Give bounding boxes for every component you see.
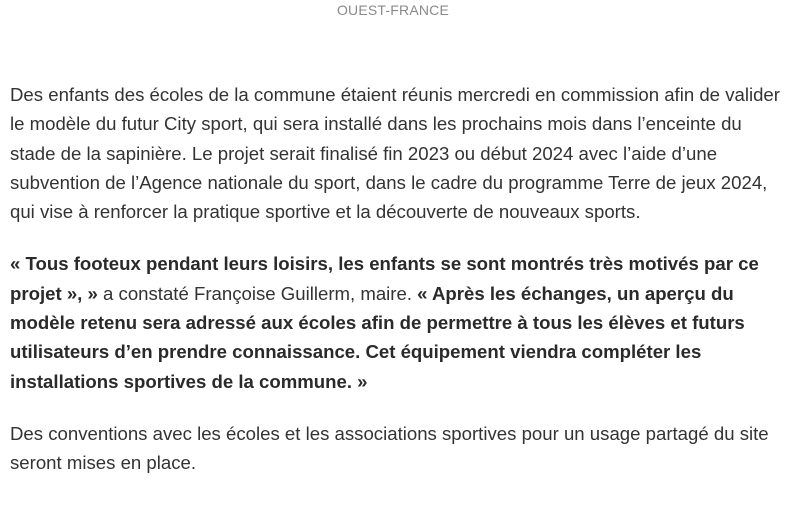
article-paragraph-quote xyxy=(10,249,780,395)
quote-part-2: « Après les échanges, un aperçu du modèle retenu sera adressé aux écoles afin de permettre à tous les élèves et futurs utilisateurs d’en prendre connaissance. Cet équipement viendra compléter les installations sportives de la commune. » xyxy=(10,282,745,392)
quote-part-1: « Tous footeux pendant leurs loisirs, les enfants se sont montrés très motivés par ce projet », » xyxy=(10,253,759,304)
quote-attribution: a constaté Françoise Guillerm, maire. xyxy=(97,282,418,304)
article-body xyxy=(10,80,780,501)
photo-credit: OUEST-FRANCE xyxy=(336,2,450,18)
article-paragraph-conventions: Des conventions avec les écoles et les associations sportives pour un usage partagé du site seront mises en place. xyxy=(10,422,769,474)
article-paragraph-intro: Des enfants des écoles de la commune étaient réunis mercredi en commission afin de valider le modèle du futur City sport, qui sera installé dans les prochains mois dans l’enceinte du stade de la sapinière. Le projet serait finalisé fin 2023 ou début 2024 avec l’aide d’une subvention de l’Agence nationale du sport, dans le cadre du programme Terre de jeux 2024, qui vise à renforcer la pratique sportive et la découverte de nouveaux sports. xyxy=(10,84,780,223)
